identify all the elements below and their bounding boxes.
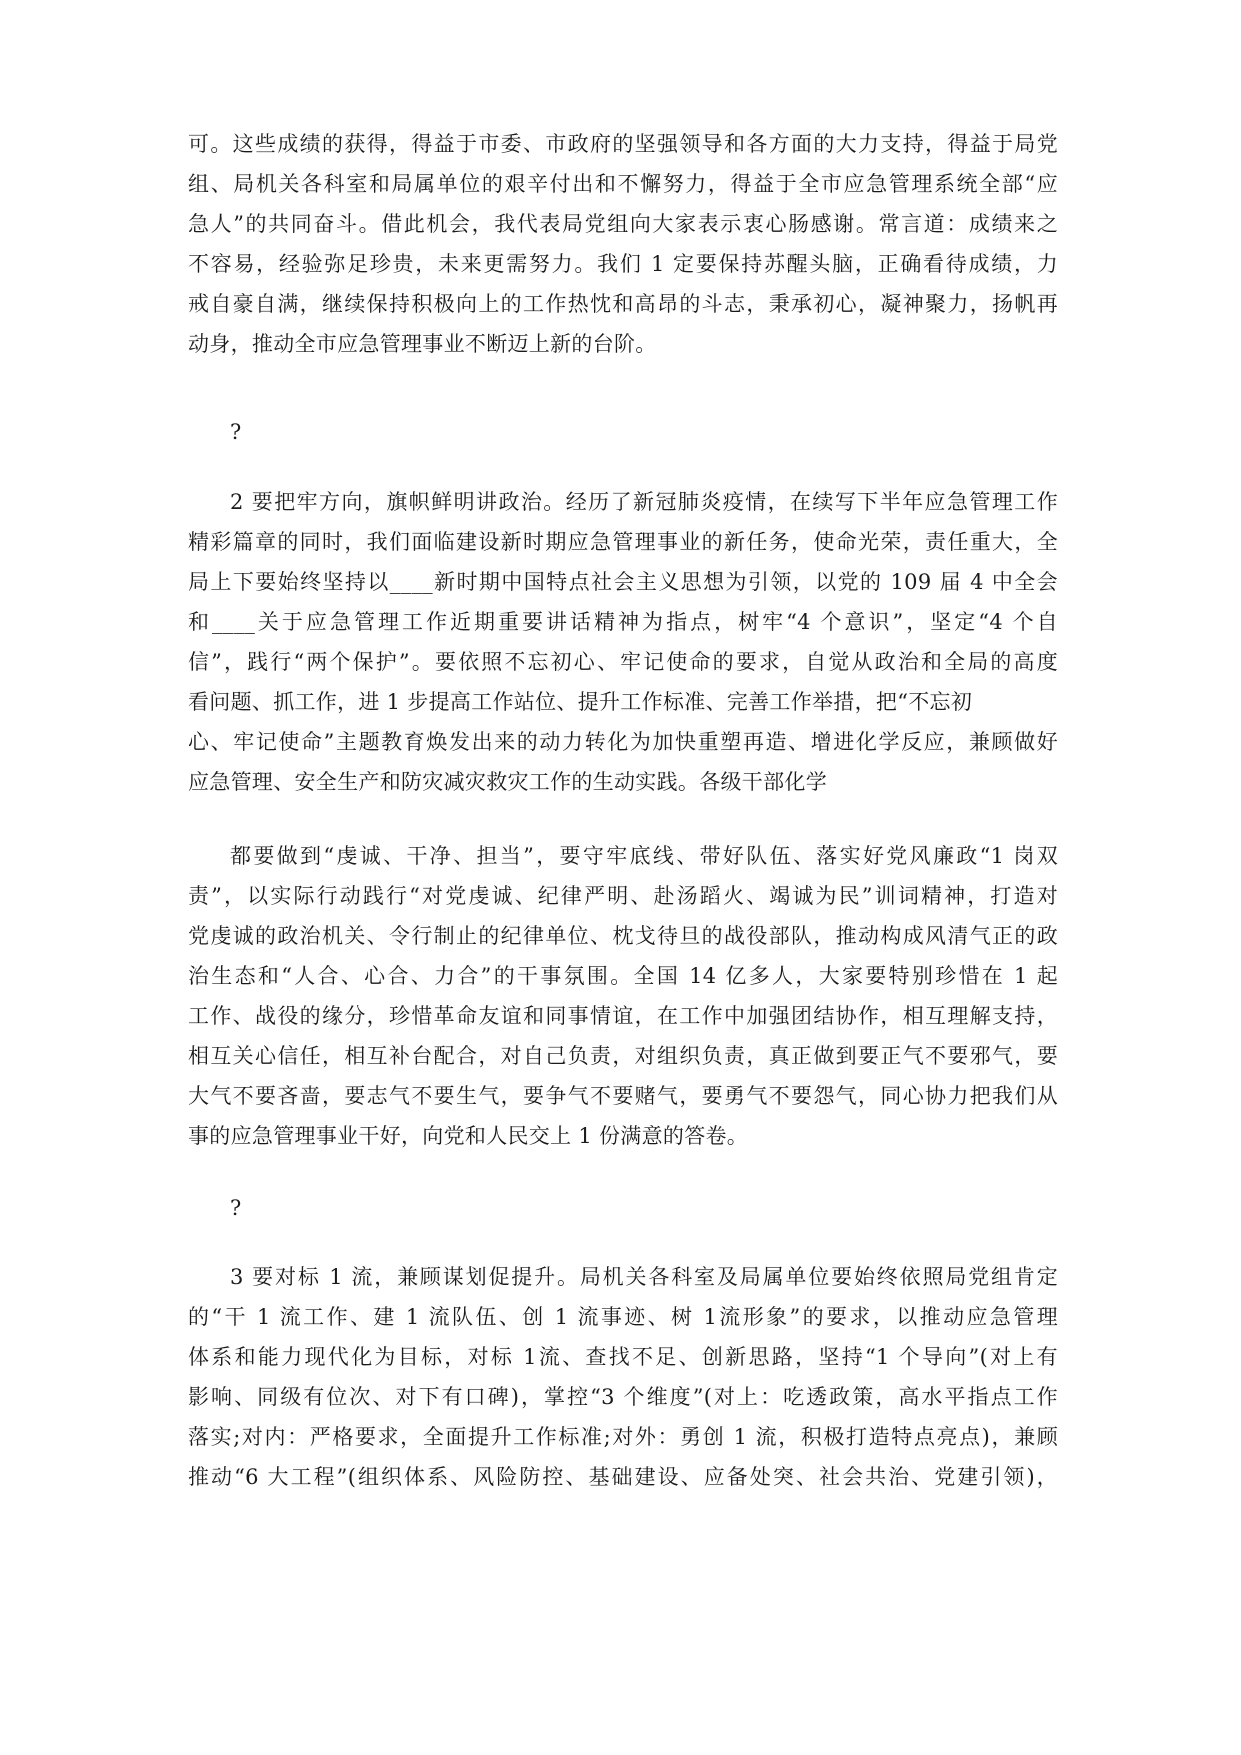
text-line: 2 要把牢方向，旗帜鲜明讲政治。经历了新冠肺炎疫情，在续写下半年应急管理工作 — [230, 490, 1058, 514]
text-line: 组、局机关各科室和局属单位的艰辛付出和不懈努力，得益于全市应急管理系统全部“应 — [188, 172, 1058, 196]
text-line: 看问题、抓工作，进 1 步提高工作站位、提升工作标准、完善工作举措，把“不忘初 — [188, 690, 973, 714]
text-line: 和____关于应急管理工作近期重要讲话精神为指点，树牢“4 个意识”，坚定“4 个自 — [188, 610, 1058, 634]
text-line: 推动“6 大工程”(组织体系、风险防控、基础建设、应备处突、社会共治、党建引领)， — [188, 1465, 1058, 1489]
text-line: 治生态和“人合、心合、力合”的干事氛围。全国 14 亿多人，大家要特别珍惜在 1 起 — [188, 964, 1058, 988]
separator-mark: ? — [230, 1196, 242, 1220]
text-line: 落实;对内：严格要求，全面提升工作标准;对外：勇创 1 流，积极打造特点亮点)，兼顾 — [188, 1425, 1058, 1449]
text-line: 都要做到“虔诚、干净、担当”，要守牢底线、带好队伍、落实好党风廉政“1 岗双 — [230, 844, 1058, 868]
text-line: 影响、同级有位次、对下有口碑)，掌控“3 个维度”(对上：吃透政策，高水平指点工作 — [188, 1385, 1058, 1409]
text-line: 不容易，经验弥足珍贵，未来更需努力。我们 1 定要保持苏醒头脑，正确看待成绩，力 — [188, 252, 1058, 276]
text-line: 体系和能力现代化为目标，对标 1流、查找不足、创新思路，坚持“1 个导向”(对上有 — [188, 1345, 1058, 1369]
text-line: 党虔诚的政治机关、令行制止的纪律单位、枕戈待旦的战役部队，推动构成风清气正的政 — [188, 924, 1058, 948]
paragraph-achievements — [188, 124, 1058, 364]
text-line: 大气不要吝啬，要志气不要生气，要争气不要赌气，要勇气不要怨气，同心协力把我们从 — [188, 1084, 1058, 1108]
text-line: 心、牢记使命”主题教育焕发出来的动力转化为加快重塑再造、增进化学反应，兼顾做好 — [188, 730, 1058, 754]
text-line: 应急管理、安全生产和防灾减灾救灾工作的生动实践。各级干部化学 — [188, 770, 827, 794]
separator-mark: ? — [230, 420, 242, 444]
text-line: 事的应急管理事业干好，向党和人民交上 1 份满意的答卷。 — [188, 1124, 749, 1148]
text-line: 相互关心信任，相互补台配合，对自己负责，对组织负责，真正做到要正气不要邪气，要 — [188, 1044, 1058, 1068]
text-line: 责”，以实际行动践行“对党虔诚、纪律严明、赴汤蹈火、竭诚为民”训词精神，打造对 — [188, 884, 1058, 908]
paragraph-discipline — [188, 836, 1058, 1156]
text-line: 工作、战役的缘分，珍惜革命友谊和同事情谊，在工作中加强团结协作，相互理解支持， — [188, 1004, 1058, 1028]
text-line: 动身，推动全市应急管理事业不断迈上新的台阶。 — [188, 332, 657, 356]
text-line: 戒自豪自满，继续保持积极向上的工作热忱和高昂的斗志，秉承初心，凝神聚力，扬帆再 — [188, 292, 1058, 316]
text-line: 精彩篇章的同时，我们面临建设新时期应急管理事业的新任务，使命光荣，责任重大，全 — [188, 530, 1058, 554]
paragraph-benchmark — [188, 1257, 1058, 1497]
text-line: 3 要对标 1 流，兼顾谋划促提升。局机关各科室及局属单位要始终依照局党组肯定 — [230, 1265, 1058, 1289]
paragraph-politics — [188, 482, 1058, 802]
text-line: 局上下要始终坚持以____新时期中国特点社会主义思想为引领，以党的 109 届 4 中全会 — [188, 570, 1058, 594]
text-line: 可。这些成绩的获得，得益于市委、市政府的坚强领导和各方面的大力支持，得益于局党 — [188, 132, 1058, 156]
text-line: 信”，践行“两个保护”。要依照不忘初心、牢记使命的要求，自觉从政治和全局的高度 — [188, 650, 1058, 674]
text-line: 的“干 1 流工作、建 1 流队伍、创 1 流事迹、树 1流形象”的要求，以推动应急管理 — [188, 1305, 1058, 1329]
text-line: 急人”的共同奋斗。借此机会，我代表局党组向大家表示衷心肠感谢。常言道：成绩来之 — [188, 212, 1058, 236]
